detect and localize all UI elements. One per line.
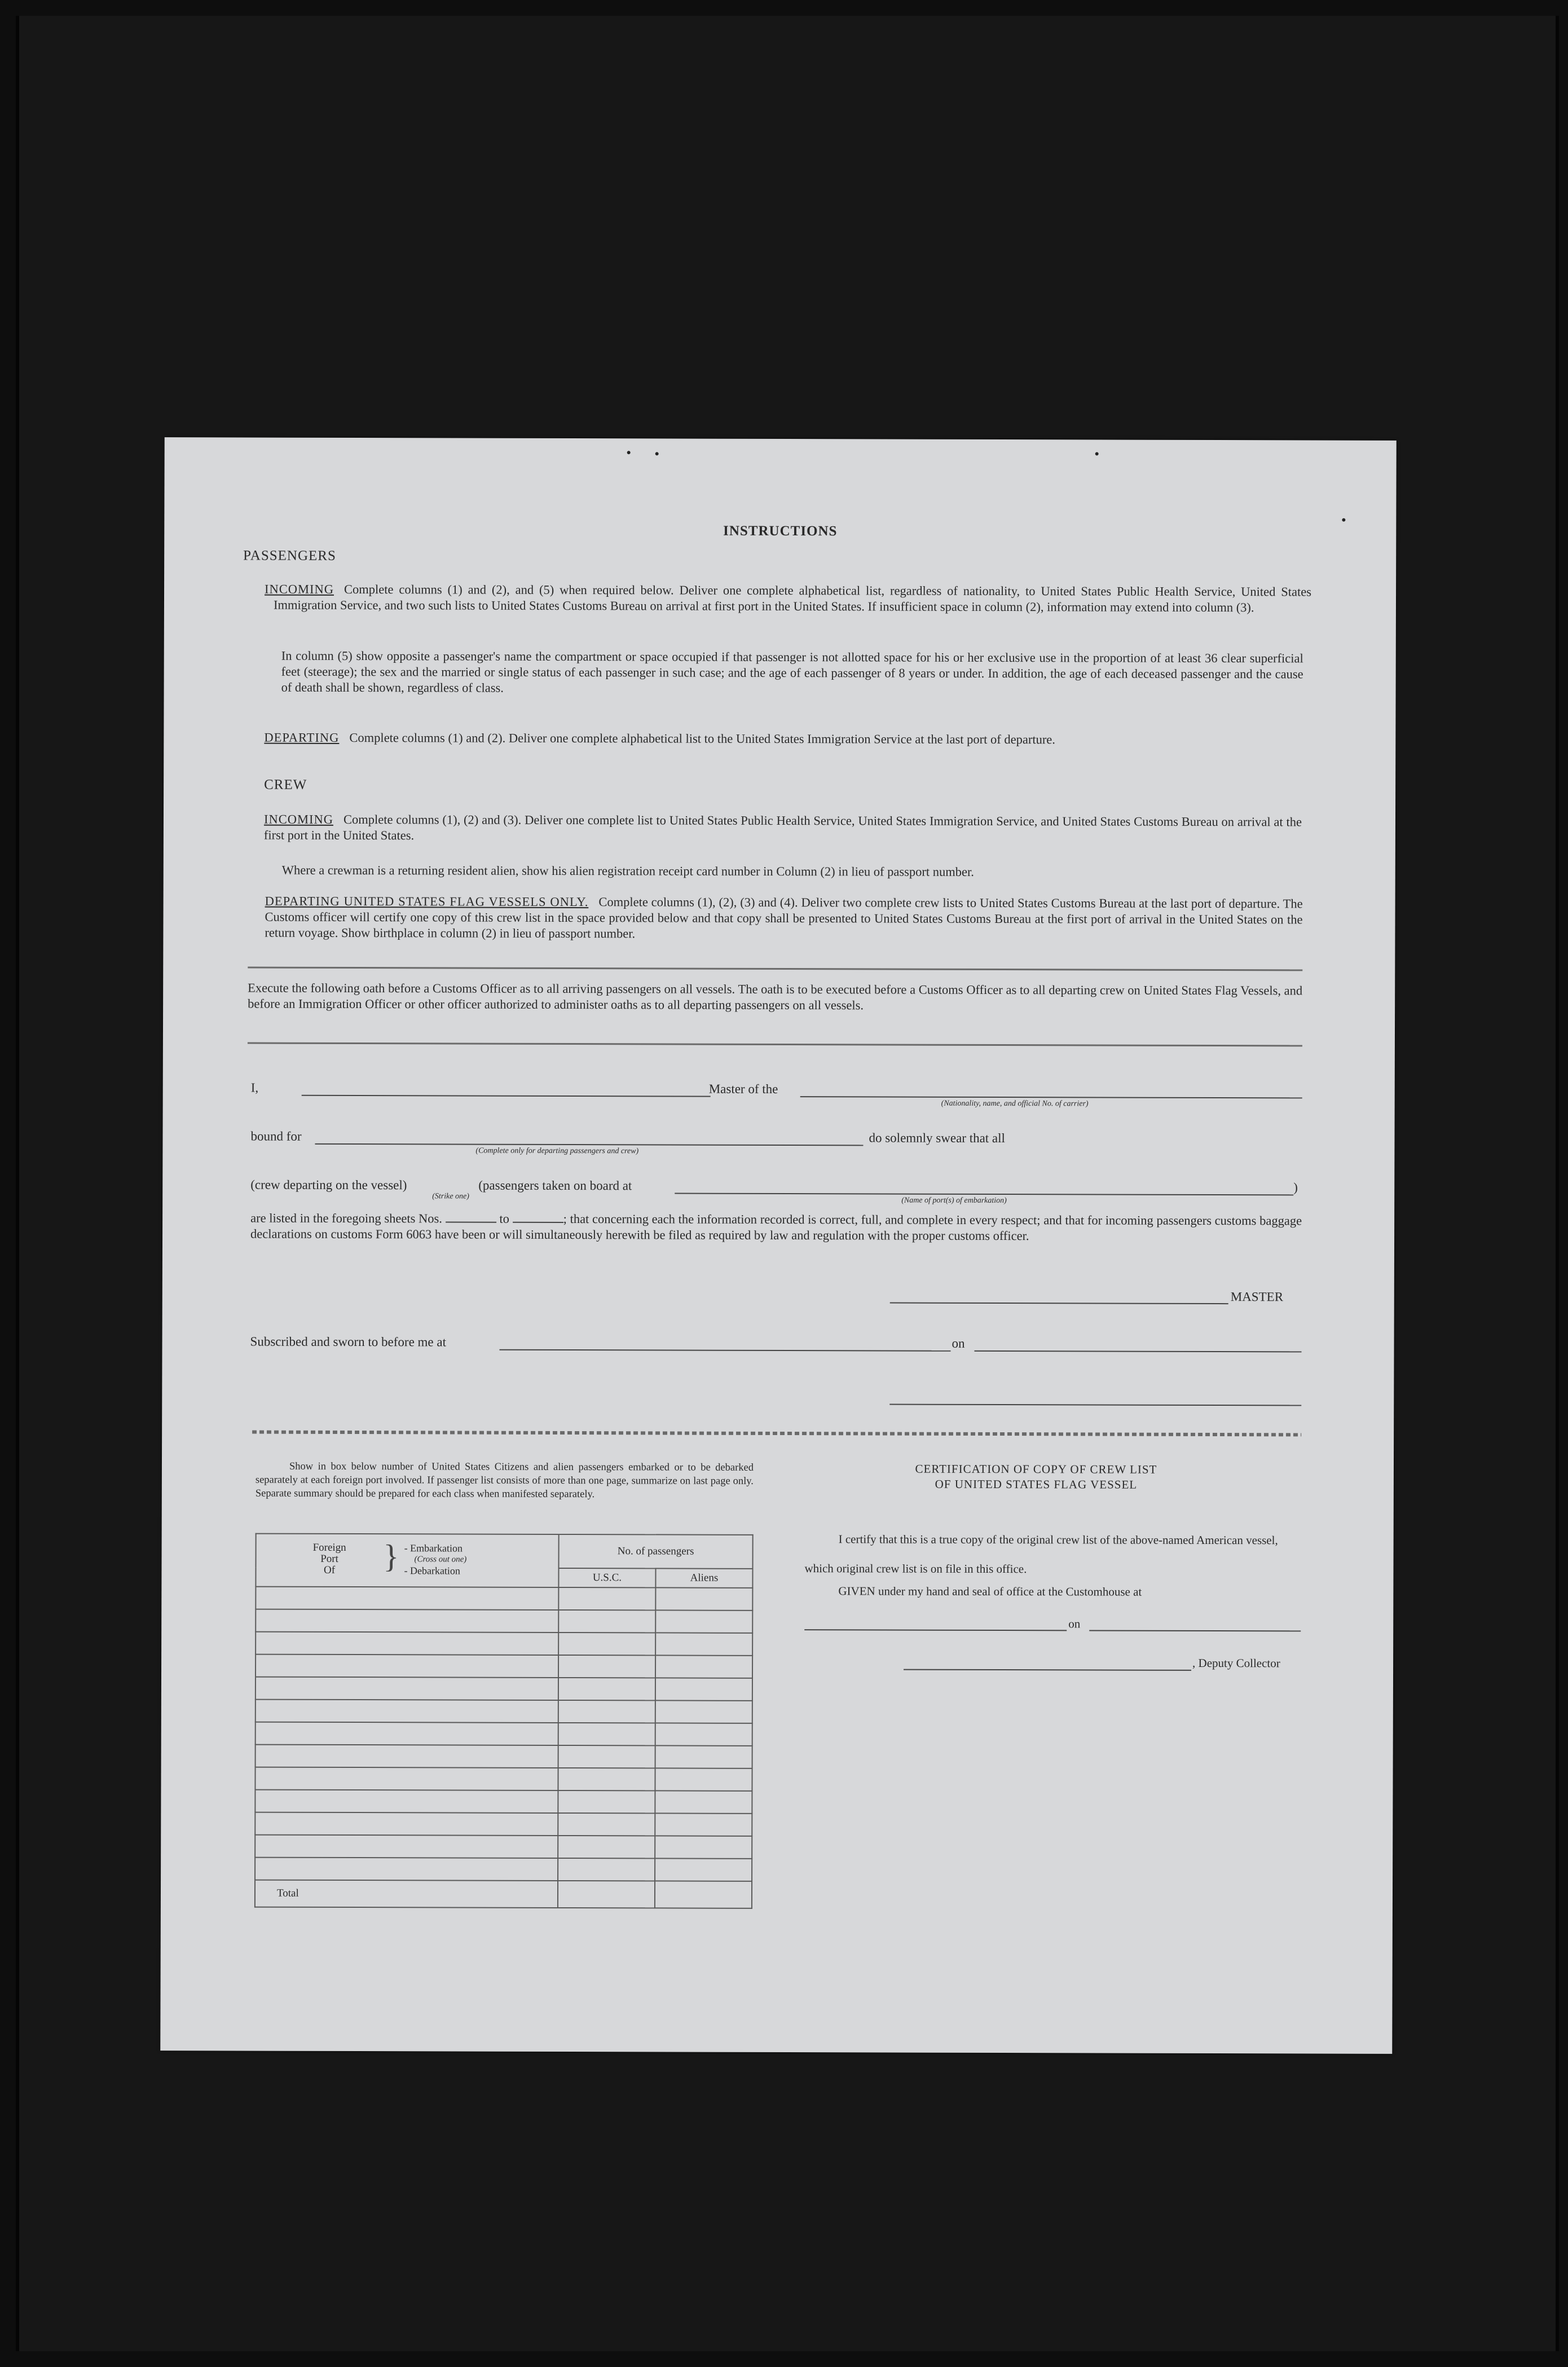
- usc-cell[interactable]: [558, 1587, 655, 1610]
- aliens-cell[interactable]: [655, 1858, 752, 1881]
- usc-cell[interactable]: [558, 1723, 655, 1745]
- table-row: [255, 1835, 752, 1859]
- of-label: Of: [323, 1564, 336, 1576]
- given-under-label: GIVEN under my hand and seal of office at the Customhouse at: [838, 1584, 1142, 1599]
- aliens-cell[interactable]: [655, 1633, 752, 1655]
- hatched-divider: [252, 1431, 1301, 1437]
- no-passengers-header: No. of passengers: [559, 1534, 753, 1569]
- port-cell[interactable]: [256, 1587, 558, 1610]
- usc-cell[interactable]: [558, 1813, 655, 1836]
- table-row: [256, 1677, 752, 1701]
- aliens-cell[interactable]: [655, 1655, 752, 1678]
- sheet-to-field[interactable]: [513, 1222, 563, 1223]
- table-row: [255, 1858, 752, 1881]
- subscribed-on-label: on: [952, 1336, 965, 1350]
- cert-date-field[interactable]: [1089, 1630, 1301, 1631]
- table-row: [256, 1655, 752, 1678]
- usc-cell[interactable]: [558, 1700, 655, 1723]
- total-label: Total: [255, 1880, 558, 1908]
- table-row: [256, 1632, 752, 1656]
- passengers-taken-label: (passengers taken on board at: [478, 1178, 632, 1193]
- brace: }: [383, 1538, 399, 1575]
- deputy-collector-label: , Deputy Collector: [1192, 1656, 1280, 1670]
- total-row: [255, 1880, 752, 1908]
- aliens-cell[interactable]: [655, 1768, 752, 1790]
- port-cell[interactable]: [255, 1767, 558, 1790]
- total-usc-cell[interactable]: [558, 1881, 655, 1908]
- bound-for-field[interactable]: [315, 1143, 863, 1146]
- listed-text-1: are listed in the foregoing sheets Nos.: [250, 1211, 442, 1226]
- passengers-heading: PASSENGERS: [243, 548, 336, 564]
- table-row: [256, 1745, 752, 1768]
- customhouse-field[interactable]: [804, 1629, 1067, 1631]
- carrier-caption: (Nationality, name, and official No. of carrier): [941, 1099, 1089, 1108]
- close-paren: ): [1293, 1180, 1298, 1195]
- bound-for-caption: (Complete only for departing passengers and crew): [475, 1146, 639, 1156]
- port-label: Port: [320, 1552, 338, 1565]
- aliens-cell[interactable]: [655, 1745, 752, 1768]
- usc-cell[interactable]: [558, 1768, 655, 1790]
- oath-i-label: I,: [250, 1080, 259, 1095]
- certification-title-line1: CERTIFICATION OF COPY OF CREW LIST: [915, 1462, 1157, 1476]
- aliens-cell[interactable]: [655, 1836, 752, 1858]
- table-row: [256, 1609, 752, 1633]
- box-instructions: Show in box below number of United States Citizens and alien passengers embarked or to be debarked separately at each foreign port involved. If passenger list consists of more than one page, summarize on last page only. Separate summary should be prepared for each class when manifested separately.: [255, 1460, 754, 1501]
- listed-text-2: ; that concerning each the information recorded is correct, full, and complete in every respect; and that for incoming passengers customs baggage declarations on customs Form 6063 have been or will simultaneously herewith be filed as required by law and regulation with the proper customs officer.: [250, 1212, 1302, 1243]
- speck: [627, 451, 631, 454]
- table-row: [256, 1587, 752, 1611]
- speck: [655, 452, 659, 455]
- deputy-collector-signature-field[interactable]: [904, 1669, 1191, 1671]
- usc-header: U.S.C.: [558, 1568, 655, 1587]
- master-of-label: Master of the: [708, 1081, 778, 1096]
- departing-passengers-instructions: [264, 730, 1302, 749]
- usc-cell[interactable]: [558, 1745, 655, 1768]
- port-cell[interactable]: [256, 1609, 558, 1633]
- speck: [1095, 452, 1099, 455]
- aliens-cell[interactable]: [655, 1587, 752, 1610]
- embarkation-ports-field[interactable]: [675, 1193, 1293, 1196]
- document-page: [160, 437, 1396, 2054]
- aliens-cell[interactable]: [655, 1790, 752, 1813]
- port-cell[interactable]: [256, 1700, 558, 1723]
- swear-label: do solemnly swear that all: [869, 1130, 1005, 1146]
- port-cell[interactable]: [255, 1790, 558, 1813]
- embarkation-label: - Embarkation: [404, 1542, 463, 1554]
- carrier-field[interactable]: [800, 1096, 1302, 1098]
- usc-cell[interactable]: [558, 1610, 655, 1633]
- cross-out-label: (Cross out one): [414, 1555, 467, 1564]
- port-cell[interactable]: [256, 1655, 558, 1678]
- aliens-cell[interactable]: [655, 1813, 752, 1836]
- table-row: [256, 1700, 752, 1723]
- port-cell[interactable]: [255, 1812, 558, 1836]
- usc-cell[interactable]: [558, 1858, 655, 1881]
- departing-us-flag-instructions: [265, 894, 1302, 944]
- certification-title-line2: OF UNITED STATES FLAG VESSEL: [935, 1477, 1138, 1492]
- crew-departing-label: (crew departing on the vessel): [250, 1177, 407, 1193]
- incoming-crew-label: INCOMING: [263, 812, 334, 826]
- divider: [248, 1042, 1302, 1047]
- table-row: [255, 1767, 752, 1791]
- aliens-cell[interactable]: [655, 1700, 752, 1723]
- divider: [248, 967, 1302, 971]
- master-label: MASTER: [1230, 1290, 1284, 1304]
- cert-on-label: on: [1068, 1617, 1081, 1631]
- departing-us-flag-label: DEPARTING UNITED STATES FLAG VESSELS ONLY.: [265, 894, 589, 909]
- ports-caption: (Name of port(s) of embarkation): [901, 1196, 1007, 1206]
- usc-cell[interactable]: [558, 1836, 655, 1858]
- subscribed-label: Subscribed and sworn to before me at: [250, 1334, 447, 1349]
- subscribed-date-field[interactable]: [975, 1350, 1302, 1353]
- incoming-crew-instructions: [264, 812, 1302, 846]
- port-cell[interactable]: [256, 1632, 558, 1655]
- departing-us-flag-text: Complete columns (1), (2), (3) and (4). Deliver two complete crew lists to United States Customs Bureau at the last port of departure. The Customs officer will certify one copy of this crew list in the space provided below and that copy shall be presented to United States Customs Bureau at the first port of arrival in the United States on the return voyage. Show birthplace in column (2) in lieu of passport number.: [265, 895, 1303, 941]
- oath-statement: [250, 1211, 1302, 1245]
- passenger-summary-table: [254, 1533, 754, 1909]
- listed-to: to: [499, 1211, 509, 1226]
- page-title: INSTRUCTIONS: [723, 523, 838, 539]
- incoming-passengers-instructions: [265, 582, 1311, 616]
- aliens-cell[interactable]: [655, 1678, 752, 1700]
- certification-statement: I certify that this is a true copy of the original crew list of the above-named American vessel, which original crew list is on file in this office.: [804, 1532, 1278, 1576]
- crew-heading: CREW: [264, 777, 307, 793]
- table-row: [255, 1812, 752, 1836]
- master-signature-field[interactable]: [890, 1303, 1228, 1305]
- incoming-label: INCOMING: [265, 582, 334, 596]
- incoming-text: Complete columns (1) and (2), and (5) when required below. Deliver one complete alphabetical list, regardless of nationality, to United States Public Health Service, United States Immigration Service, and two such lists to United States Customs Bureau on arrival at first port in the United States. If insufficient space in column (2), information may extend into column (3).: [273, 582, 1312, 615]
- incoming-passengers-column5: In column (5) show opposite a passenger's name the compartment or space occupied if that passenger is not allotted space for his or her exclusive use in the proportion of at least 36 clear superficial feet (steerage); the sex and the married or single status of each passenger in such case; and the age of each passenger of 8 years or under. In addition, the age of each deceased passenger and the cause of death shall be shown, regardless of class.: [281, 648, 1303, 695]
- port-header-cell: [256, 1534, 558, 1587]
- certification-title: [816, 1461, 1256, 1493]
- port-cell[interactable]: [255, 1858, 558, 1881]
- foreign-label: Foreign: [312, 1541, 346, 1554]
- usc-cell[interactable]: [558, 1633, 655, 1655]
- usc-cell[interactable]: [558, 1655, 655, 1678]
- usc-cell[interactable]: [558, 1678, 655, 1700]
- port-cell[interactable]: [255, 1835, 558, 1858]
- usc-cell[interactable]: [558, 1790, 655, 1813]
- master-name-field[interactable]: [302, 1095, 711, 1097]
- table-row: [256, 1722, 752, 1746]
- aliens-cell[interactable]: [655, 1610, 752, 1633]
- bound-for-label: bound for: [250, 1129, 302, 1143]
- returning-alien-instructions: Where a crewman is a returning resident alien, show his alien registration receipt card number in Column (2) in lieu of passport number.: [281, 863, 974, 879]
- port-cell[interactable]: [256, 1722, 558, 1745]
- officer-signature-field[interactable]: [889, 1404, 1301, 1406]
- aliens-header: Aliens: [655, 1568, 752, 1587]
- speck: [1342, 518, 1345, 522]
- total-aliens-cell[interactable]: [655, 1881, 752, 1908]
- debarkation-label: - Debarkation: [404, 1565, 460, 1577]
- oath-instructions: Execute the following oath before a Customs Officer as to all arriving passengers on all vessels. The oath is to be executed before a Customs Officer as to all departing crew on United States Flag Vessels, and before an Immigration Officer or other officer authorized to administer oaths as to all departing passengers on all vessels.: [248, 980, 1303, 1013]
- port-cell[interactable]: [256, 1677, 558, 1700]
- subscribed-place-field[interactable]: [500, 1349, 951, 1352]
- aliens-cell[interactable]: [655, 1723, 752, 1745]
- table-row: [255, 1790, 752, 1814]
- strike-one-caption: (Strike one): [432, 1192, 469, 1201]
- departing-text: Complete columns (1) and (2). Deliver one complete alphabetical list to the United States Immigration Service at the last port of departure.: [349, 731, 1055, 747]
- departing-label: DEPARTING: [264, 730, 340, 745]
- incoming-crew-text: Complete columns (1), (2) and (3). Deliver one complete list to United States Public Health Service, United States Immigration Service, and United States Customs Bureau on arrival at the first port in the United States.: [263, 812, 1302, 843]
- sheet-from-field[interactable]: [446, 1221, 496, 1222]
- port-cell[interactable]: [256, 1745, 558, 1768]
